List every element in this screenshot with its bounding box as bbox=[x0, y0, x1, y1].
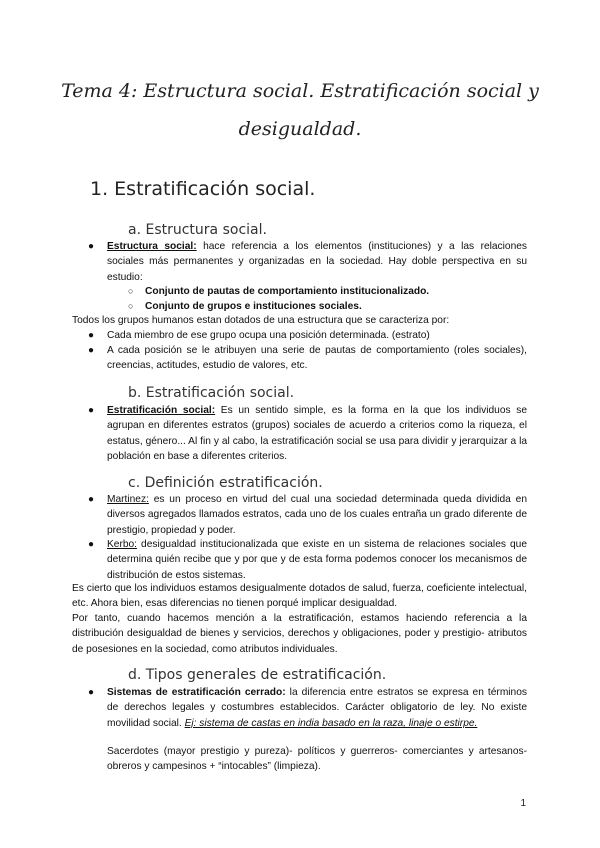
bullet-text: hace referencia a los elementos (instituciones) y a las relaciones sociales más permanentes y organizadas en la sociedad. Hay doble perspectiva en su estudio: bbox=[107, 241, 528, 283]
bullet-dot: ● bbox=[88, 494, 95, 505]
bullet-text: desigualdad institucionalizada que existe en un sistema de relaciones sociales que determina quién recibe que y por que y de esta forma podemos conocer los mecanismos de distribución de estos sistemas. bbox=[107, 539, 527, 581]
bullet-dot: ● bbox=[88, 330, 95, 341]
term-estratificacion-social: Estratificación social: bbox=[107, 405, 216, 416]
sub-bullet-circle: ○ bbox=[128, 301, 134, 311]
bullet-dot: ● bbox=[88, 539, 95, 550]
bullet-martinez bbox=[107, 492, 527, 538]
paragraph-grupos-humanos: Todos los grupos humanos estan dotados de una estructura que se caracteriza por: bbox=[72, 315, 450, 326]
term-martinez: Martinez: bbox=[107, 494, 149, 505]
paragraph-desigualmente-dotados: Es cierto que los individuos estamos desigualmente dotados de salud, fuerza, coeficiente intelectual, etc. Ahora bien, esas diferencias no tienen porqué implicar desigualdad. bbox=[72, 583, 527, 610]
document-title: Tema 4: Estructura social. Estratificación social y desigualdad. bbox=[61, 80, 539, 140]
bullet-text: es un proceso en virtud del cual una sociedad determinada queda dividida en diversos agregados llamados estratos, cada uno de los cuales entraña un grado diferente de prestigio, propiedad y poder. bbox=[107, 494, 527, 536]
term-kerbo: Kerbo: bbox=[107, 539, 138, 550]
bullet-miembro: Cada miembro de ese grupo ocupa una posición determinada. (estrato) bbox=[107, 330, 430, 341]
bullet-estratificacion-social bbox=[107, 403, 527, 465]
bullet-dot: ● bbox=[88, 345, 95, 356]
term-sistemas-cerrado: Sistemas de estratificación cerrado: bbox=[107, 687, 286, 698]
bullet-dot: ● bbox=[88, 687, 95, 698]
bullet-text: Es un sentido simple, es la forma en la que los individuos se agrupan en diferentes estratos (grupos) sociales de acuerdo a criterios como la riqueza, el estatus, género... Al fin y al cabo, la estratificación social se usa para dividir y jerarquizar a la población en base a diferentes criterios. bbox=[107, 405, 528, 463]
paragraph-sacerdotes: Sacerdotes (mayor prestigio y pureza)- políticos y guerreros- comerciantes y artesanos- obreros y campesinos + “intocables” (limpieza). bbox=[107, 746, 527, 773]
example-castas: Ej: sistema de castas en india basado en la raza, linaje o estirpe. bbox=[184, 717, 478, 729]
bullet-text: la diferencia entre estratos se expresa en términos de derechos legales y costumbres establecidos. Carácter obligatorio de ley. No existe movilidad social. bbox=[107, 687, 527, 729]
bullet-estructura-social bbox=[107, 239, 527, 285]
term-estructura-social: Estructura social: bbox=[107, 241, 197, 252]
bullet-dot: ● bbox=[88, 241, 95, 252]
paragraph-por-tanto: Por tanto, cuando hacemos mención a la estratificación, estamos haciendo referencia a la distribución desigualdad de bienes y servicios, derechos y obligaciones, poder y prestigio- atributos de posesiones en la sociedad, como atributos individuales. bbox=[72, 613, 527, 655]
sub-bullet-pautas: Conjunto de pautas de comportamiento institucionalizado. bbox=[145, 286, 430, 297]
bullet-sistemas-cerrado bbox=[107, 685, 527, 731]
sub-bullet-circle: ○ bbox=[128, 286, 134, 296]
bullet-posicion: A cada posición se le atribuyen una serie de pautas de comportamiento (roles sociales), creencias, actitudes, estudio de valores, etc. bbox=[107, 345, 527, 372]
sub-bullet-grupos: Conjunto de grupos e instituciones sociales. bbox=[145, 301, 362, 312]
subheading-c: c. Definición estratificación. bbox=[128, 475, 323, 491]
subheading-d: d. Tipos generales de estratificación. bbox=[128, 667, 387, 683]
page-number: 1 bbox=[520, 798, 526, 809]
bullet-dot: ● bbox=[88, 405, 95, 416]
bullet-kerbo bbox=[107, 537, 527, 583]
section-heading-1: 1. Estratificación social. bbox=[90, 178, 316, 200]
subheading-a: a. Estructura social. bbox=[128, 222, 267, 238]
subheading-b: b. Estratificación social. bbox=[128, 385, 295, 401]
